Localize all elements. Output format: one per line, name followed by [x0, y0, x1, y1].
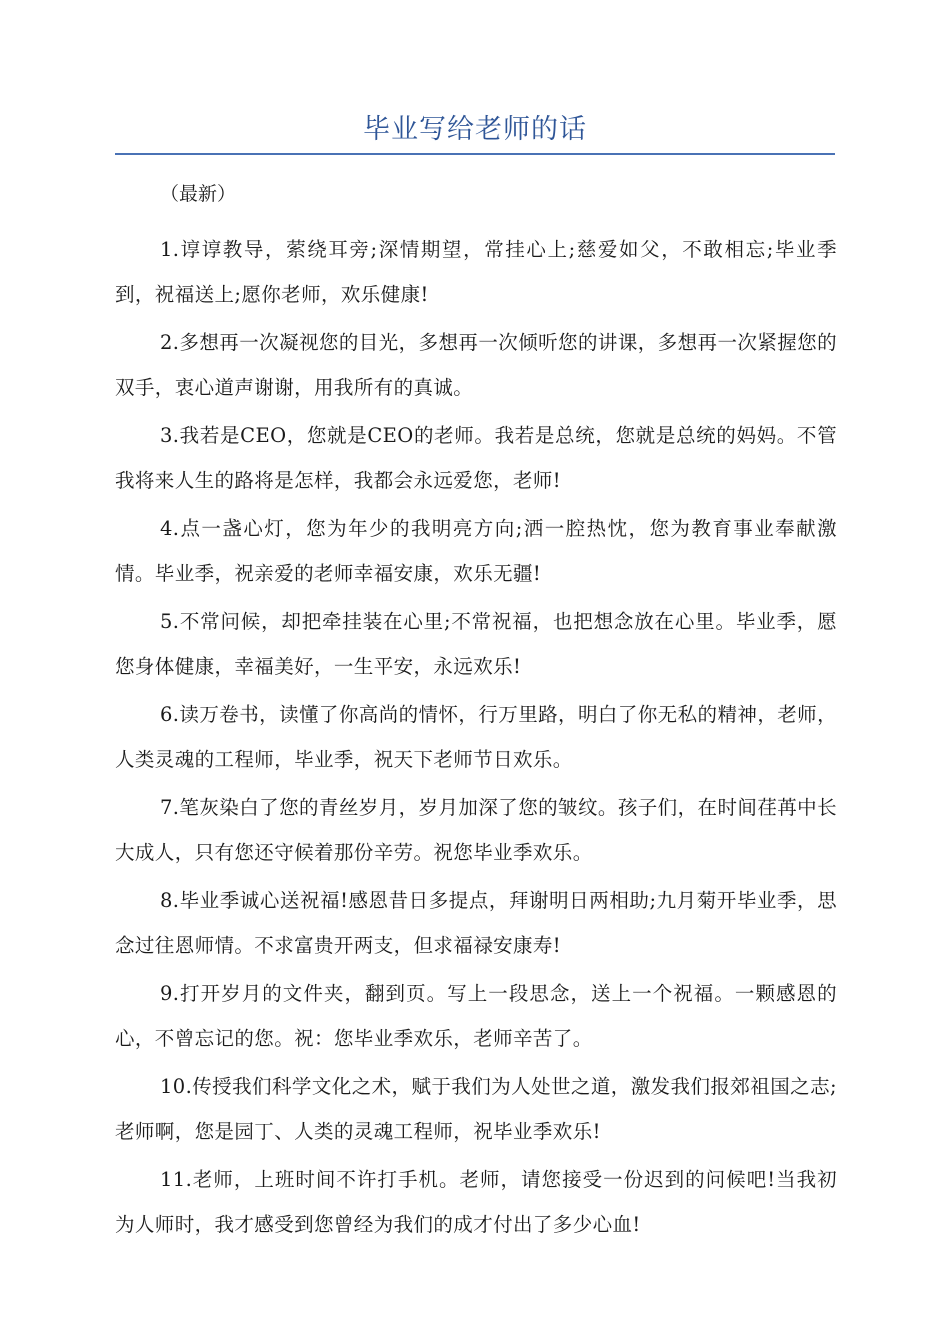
paragraph: 3.我若是CEO，您就是CEO的老师。我若是总统，您就是总统的妈妈。不管我将来人生的路将是怎样，我都会永远爱您，老师! — [115, 424, 837, 492]
document-title: 毕业写给老师的话 — [363, 114, 587, 145]
paragraph: 11.老师，上班时间不许打手机。老师，请您接受一份迟到的问候吧!当我初为人师时，我才感受到您曾经为我们的成才付出了多少心血! — [115, 1168, 837, 1236]
paragraph: 7.笔灰染白了您的青丝岁月，岁月加深了您的皱纹。孩子们，在时间荏苒中长大成人，只有您还守候着那份辛劳。祝您毕业季欢乐。 — [115, 796, 837, 864]
paragraph: 4.点一盏心灯，您为年少的我明亮方向;洒一腔热忱，您为教育事业奉献激情。毕业季，祝亲爱的老师幸福安康，欢乐无疆! — [115, 517, 837, 585]
paragraph: 6.读万卷书，读懂了你高尚的情怀，行万里路，明白了你无私的精神，老师，人类灵魂的工程师，毕业季，祝天下老师节日欢乐。 — [115, 703, 837, 771]
paragraph: 5.不常问候，却把牵挂装在心里;不常祝福，也把想念放在心里。毕业季，愿您身体健康，幸福美好，一生平安，永远欢乐! — [115, 610, 837, 678]
title-underline — [115, 153, 835, 155]
paragraph-list — [115, 227, 837, 1250]
document-subtitle: （最新） — [160, 183, 237, 205]
paragraph: 1.谆谆教导，萦绕耳旁;深情期望，常挂心上;慈爱如父，不敢相忘;毕业季到，祝福送上;愿你老师，欢乐健康! — [115, 238, 837, 306]
paragraph: 8.毕业季诚心送祝福!感恩昔日多提点，拜谢明日两相助;九月菊开毕业季，思念过往恩师情。不求富贵开两支，但求福禄安康寿! — [115, 889, 837, 957]
paragraph: 2.多想再一次凝视您的目光，多想再一次倾听您的讲课，多想再一次紧握您的双手，衷心道声谢谢，用我所有的真诚。 — [115, 331, 837, 399]
paragraph: 10.传授我们科学文化之术，赋于我们为人处世之道，激发我们报郊祖国之志;老师啊，您是园丁、人类的灵魂工程师，祝毕业季欢乐! — [115, 1075, 837, 1143]
paragraph: 9.打开岁月的文件夹，翻到页。写上一段思念，送上一个祝福。一颗感恩的心，不曾忘记的您。祝：您毕业季欢乐，老师辛苦了。 — [115, 982, 837, 1050]
